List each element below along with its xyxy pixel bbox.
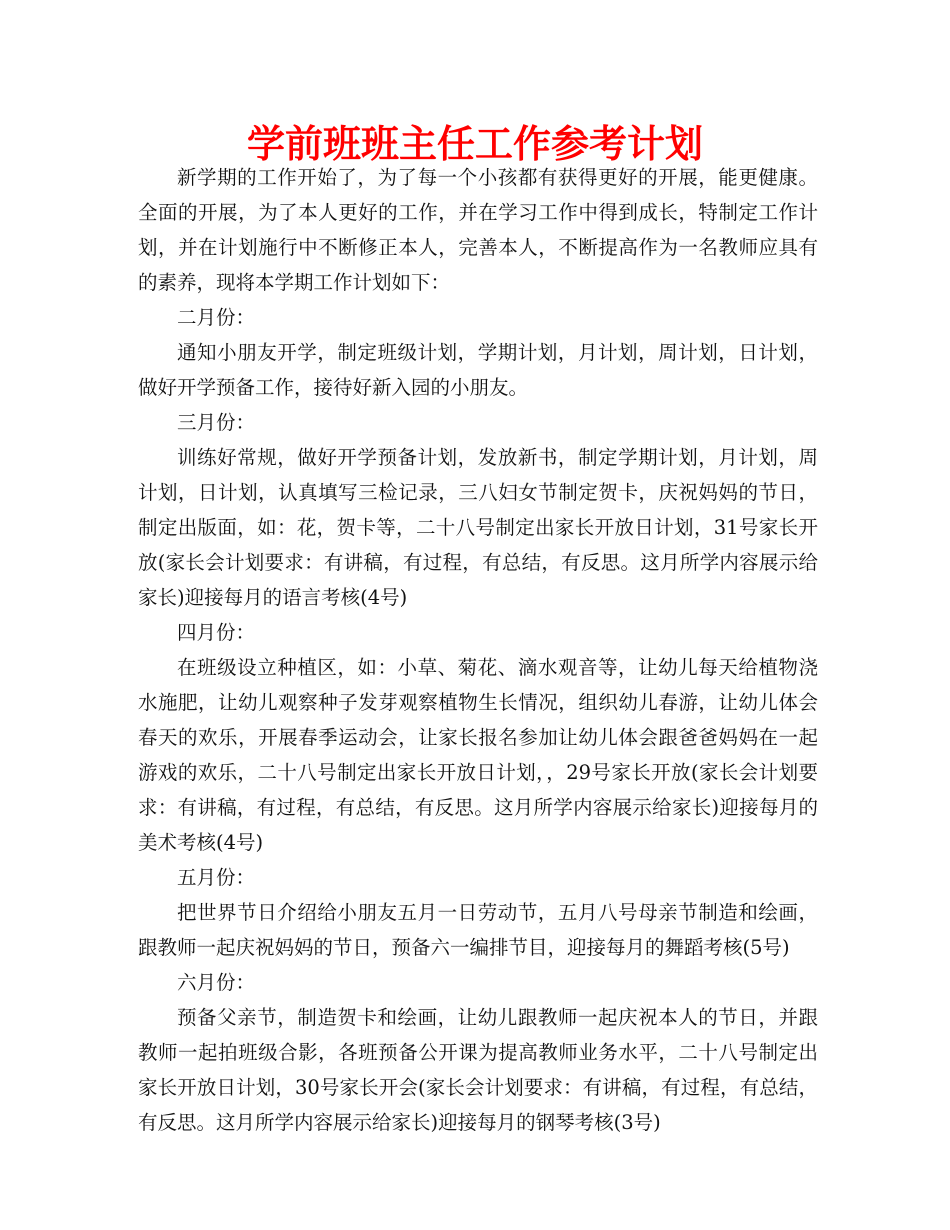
june-heading: 六月份： — [177, 971, 256, 994]
february-paragraph: 通知小朋友开学，制定班级计划，学期计划，月计划，周计划，日计划，做好开学预备工作，接待好新入园的小朋友。 — [138, 341, 818, 399]
april-paragraph: 在班级设立种植区，如：小草、菊花、滴水观音等，让幼儿每天给植物浇水施肥，让幼儿观察种子发芽观察植物生长情况，组织幼儿春游，让幼儿体会春天的欢乐，开展春季运动会，让家长报名参加让幼儿体会跟爸爸妈妈在一起游戏的欢乐，二十八号制定出家长开放日计划，，29号家长开放(家长会计划要求：有讲稿，有过程，有总结，有反思。这月所学内容展示给家长)迎接每月的美术考核(4号) — [138, 656, 818, 854]
document-title: 学前班班主任工作参考计划 — [246, 122, 703, 166]
june-paragraph: 预备父亲节，制造贺卡和绘画，让幼儿跟教师一起庆祝本人的节日，并跟教师一起拍班级合影，各班预备公开课为提高教师业务水平，二十八号制定出家长开放日计划，30号家长开会(家长会计划要求：有讲稿，有过程，有总结，有反思。这月所学内容展示给家长)迎接每月的钢琴考核(3号) — [138, 1006, 818, 1134]
march-paragraph: 训练好常规，做好开学预备计划，发放新书，制定学期计划，月计划，周计划，日计划，认真填写三检记录，三八妇女节制定贺卡，庆祝妈妈的节日，制定出版面，如：花，贺卡等，二十八号制定出家长开放日计划，31号家长开放(家长会计划要求：有讲稿，有过程，有总结，有反思。这月所学内容展示给家长)迎接每月的语言考核(4号) — [138, 446, 818, 609]
document-body — [138, 160, 818, 1140]
may-heading: 五月份： — [177, 866, 256, 889]
march-heading: 三月份： — [177, 411, 256, 434]
intro-paragraph: 新学期的工作开始了，为了每一个小孩都有获得更好的开展，能更健康。全面的开展，为了本人更好的工作，并在学习工作中得到成长，特制定工作计划，并在计划施行中不断修正本人，完善本人，不断提高作为一名教师应具有的素养，现将本学期工作计划如下： — [138, 166, 818, 294]
april-heading: 四月份： — [177, 621, 256, 644]
february-heading: 二月份： — [177, 306, 256, 329]
may-paragraph: 把世界节日介绍给小朋友五月一日劳动节，五月八号母亲节制造和绘画，跟教师一起庆祝妈妈的节日，预备六一编排节目，迎接每月的舞蹈考核(5号) — [138, 901, 818, 959]
